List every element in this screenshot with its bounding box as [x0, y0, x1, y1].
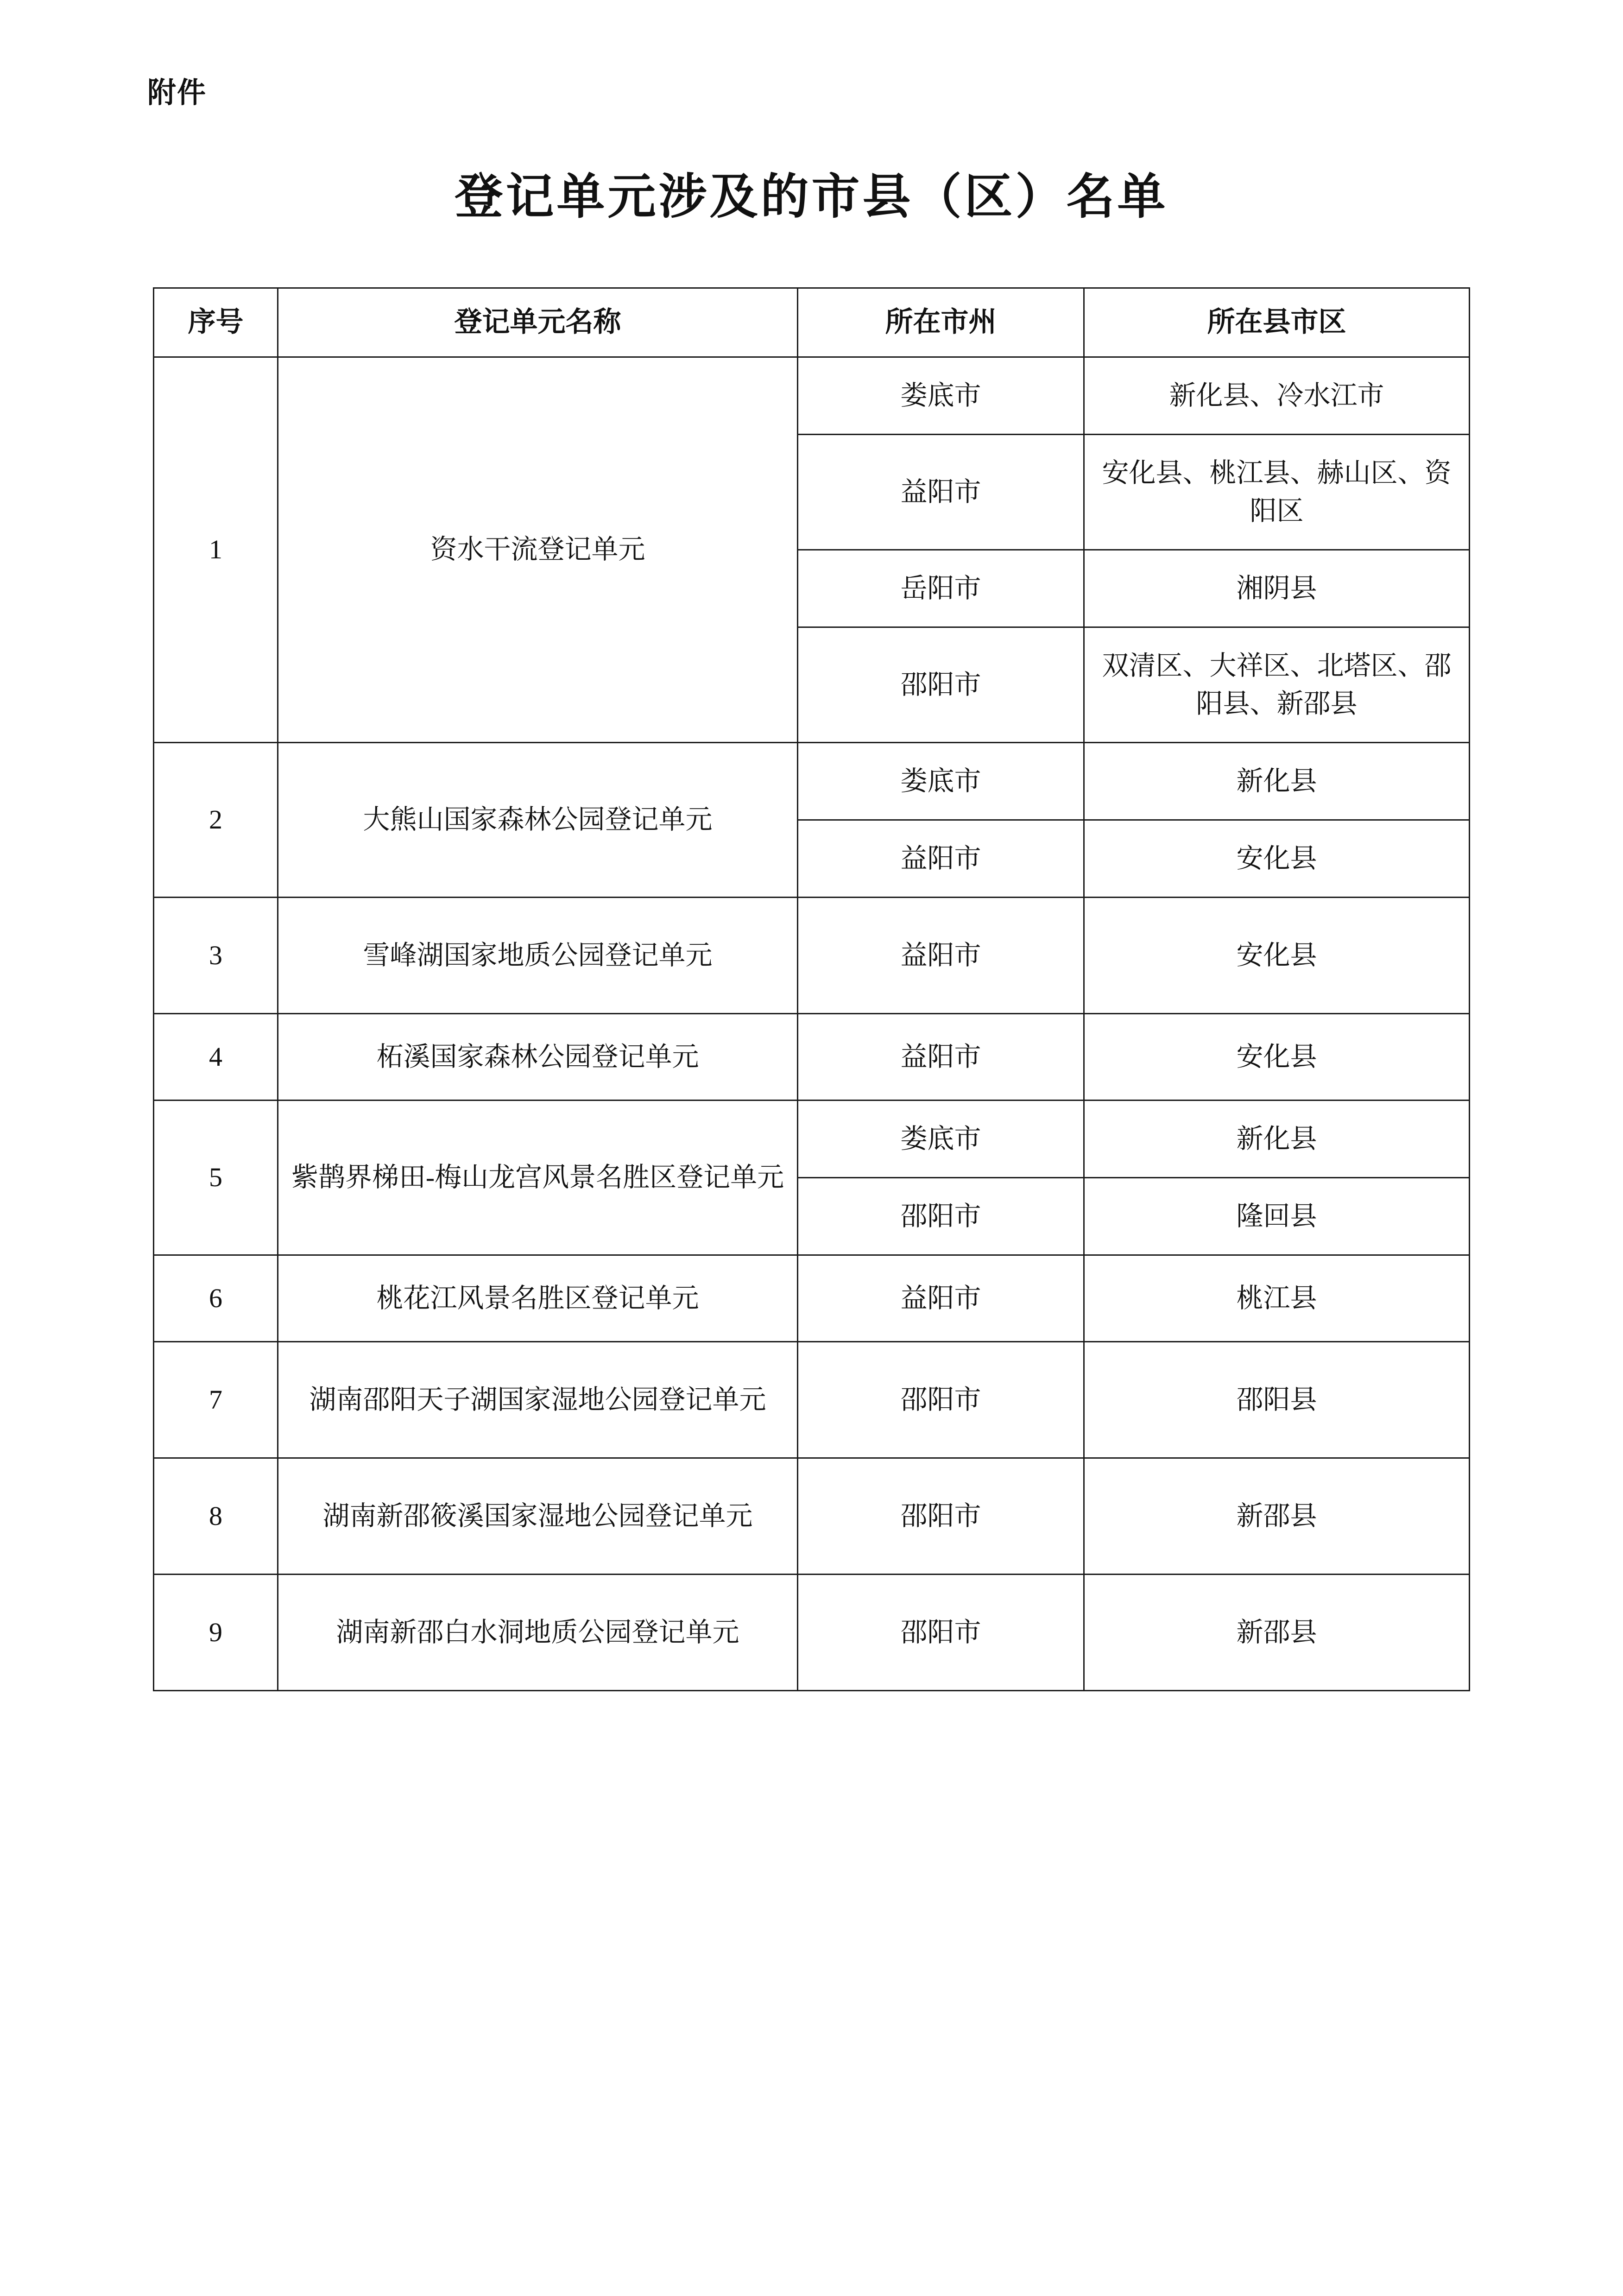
cell-unit-name: 湖南邵阳天子湖国家湿地公园登记单元	[278, 1342, 798, 1458]
table-row	[154, 1014, 1470, 1101]
cell-no: 7	[154, 1342, 278, 1458]
cell-county: 双清区、大祥区、北塔区、邵阳县、新邵县	[1084, 627, 1470, 743]
cell-city: 益阳市	[798, 1255, 1084, 1342]
column-header-county: 所在县市区	[1084, 288, 1470, 357]
column-header-city: 所在市州	[798, 288, 1084, 357]
cell-unit-name: 资水干流登记单元	[278, 357, 798, 743]
column-header-no: 序号	[154, 288, 278, 357]
column-header-unit-name: 登记单元名称	[278, 288, 798, 357]
cell-unit-name: 柘溪国家森林公园登记单元	[278, 1014, 798, 1101]
table-row	[154, 1575, 1470, 1691]
cell-no: 8	[154, 1458, 278, 1575]
cell-county: 新邵县	[1084, 1458, 1470, 1575]
cell-no: 9	[154, 1575, 278, 1691]
table-row	[154, 1342, 1470, 1458]
cell-city: 邵阳市	[798, 1575, 1084, 1691]
table-body	[154, 357, 1470, 1691]
cell-county: 安化县	[1084, 820, 1470, 898]
table-row	[154, 357, 1470, 435]
cell-unit-name: 雪峰湖国家地质公园登记单元	[278, 898, 798, 1014]
cell-no: 2	[154, 743, 278, 898]
cell-city: 邵阳市	[798, 1178, 1084, 1255]
cell-county: 安化县	[1084, 1014, 1470, 1101]
cell-city: 益阳市	[798, 898, 1084, 1014]
cell-no: 6	[154, 1255, 278, 1342]
cell-unit-name: 桃花江风景名胜区登记单元	[278, 1255, 798, 1342]
table-row	[154, 898, 1470, 1014]
cell-unit-name: 大熊山国家森林公园登记单元	[278, 743, 798, 898]
cell-city: 邵阳市	[798, 1342, 1084, 1458]
table-row	[154, 1101, 1470, 1178]
cell-city: 益阳市	[798, 435, 1084, 550]
cell-city: 益阳市	[798, 820, 1084, 898]
table-row	[154, 1458, 1470, 1575]
table-row	[154, 1255, 1470, 1342]
cell-county: 新化县	[1084, 1101, 1470, 1178]
cell-city: 邵阳市	[798, 1458, 1084, 1575]
cell-county: 隆回县	[1084, 1178, 1470, 1255]
cell-county: 安化县	[1084, 898, 1470, 1014]
cell-no: 3	[154, 898, 278, 1014]
cell-county: 湘阴县	[1084, 550, 1470, 627]
cell-county: 新化县	[1084, 743, 1470, 820]
attachment-label: 附件	[147, 77, 207, 109]
registration-units-table	[153, 287, 1470, 1691]
cell-no: 4	[154, 1014, 278, 1101]
table-header-row	[154, 288, 1470, 357]
cell-city: 娄底市	[798, 1101, 1084, 1178]
cell-unit-name: 湖南新邵筱溪国家湿地公园登记单元	[278, 1458, 798, 1575]
cell-unit-name: 湖南新邵白水洞地质公园登记单元	[278, 1575, 798, 1691]
cell-county: 邵阳县	[1084, 1342, 1470, 1458]
cell-county: 新化县、冷水江市	[1084, 357, 1470, 435]
cell-city: 娄底市	[798, 743, 1084, 820]
table-row	[154, 743, 1470, 820]
cell-county: 桃江县	[1084, 1255, 1470, 1342]
page-title: 登记单元涉及的市县（区）名单	[455, 171, 1168, 224]
cell-city: 益阳市	[798, 1014, 1084, 1101]
cell-unit-name: 紫鹊界梯田-梅山龙宫风景名胜区登记单元	[278, 1101, 798, 1255]
cell-no: 5	[154, 1101, 278, 1255]
cell-county: 安化县、桃江县、赫山区、资阳区	[1084, 435, 1470, 550]
cell-county: 新邵县	[1084, 1575, 1470, 1691]
cell-city: 邵阳市	[798, 627, 1084, 743]
cell-city: 岳阳市	[798, 550, 1084, 627]
cell-city: 娄底市	[798, 357, 1084, 435]
cell-no: 1	[154, 357, 278, 743]
